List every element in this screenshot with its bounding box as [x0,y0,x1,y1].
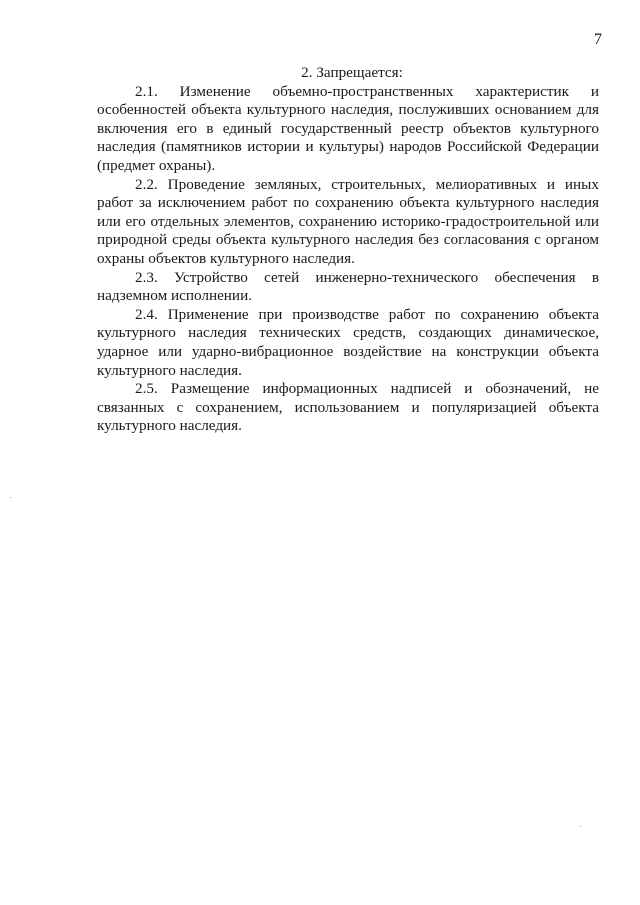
scan-speck [10,497,11,498]
document-body [97,64,599,436]
paragraph-2-5: 2.5. Размещение информационных надписей и обозначений, не связанных с сохранением, использованием и популяризацией объекта культурного наследия. [97,380,599,435]
section-title: 2. Запрещается: [301,64,403,81]
page-number: 7 [594,31,602,48]
paragraph-2-2: 2.2. Проведение земляных, строительных, мелиоративных и иных работ за исключением работ по сохранению объекта культурного наследия или его отдельных элементов, сохранению историко-градостроительной или природной среды объекта культурного наследия без согласования с органом охраны объектов культурного наследия. [97,175,599,267]
paragraph-2-4: 2.4. Применение при производстве работ по сохранению объекта культурного наследия технических средств, создающих динамическое, ударное или ударно-вибрационное воздействие на конструкции объекта культурного наследия. [97,305,599,379]
scan-speck [580,826,581,827]
paragraph-2-3: 2.3. Устройство сетей инженерно-технического обеспечения в надземном исполнении. [97,268,599,305]
paragraph-2-1: 2.1. Изменение объемно-пространственных характеристик и особенностей объекта культурного наследия, послуживших основанием для включения его в единый государственный реестр объектов культурного наследия (памятников истории и культуры) народов Российской Федерации (предмет охраны). [97,82,599,174]
